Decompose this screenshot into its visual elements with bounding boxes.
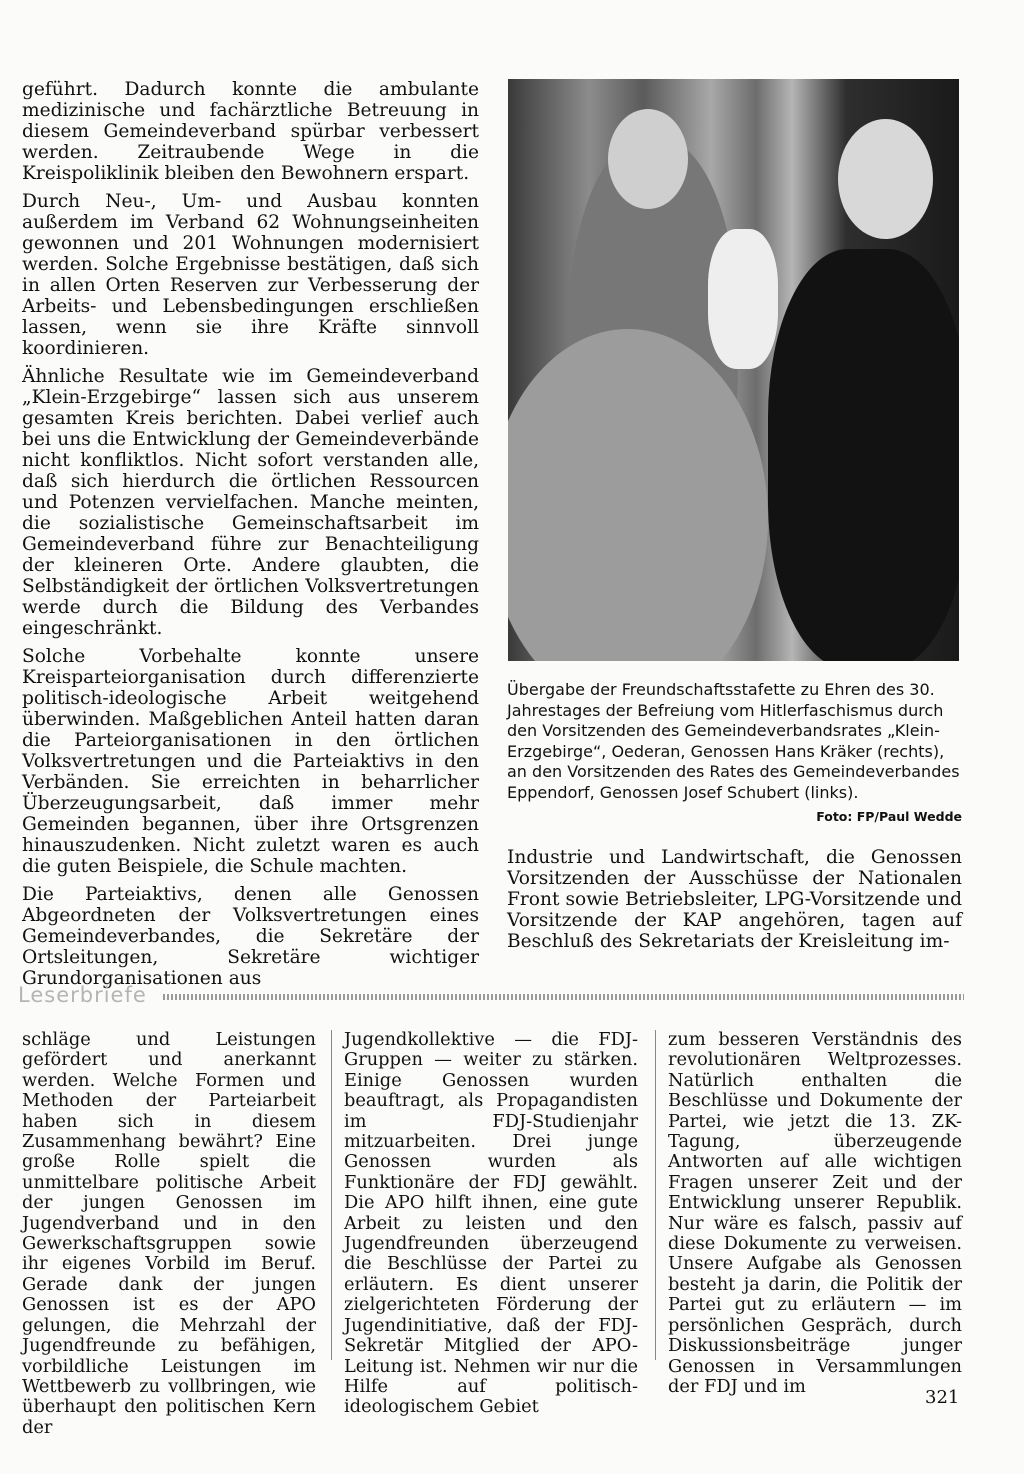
paragraph: Jugendkollektive — die FDJ-Gruppen — weiter zu stärken. Einige Genossen wurden beauftragt, als Propagandisten im FDJ-Studienjahr mitzuarbeiten. Drei junge Genossen wurden als Funktionäre der FDJ gewählt. Die APO hilft ihnen, eine gute Arbeit zu leisten und den Jugendfreunden überzeugend die Beschlüsse der Partei zu erläutern. Es dient unserer zielgerichteten Förderung der Jugendinitiative, daß der FDJ-Sekretär Mitglied der APO-Leitung ist. Nehmen wir nur die Hilfe auf politisch-ideologischem Gebiet [344,1029,638,1418]
photo-head-right [838,119,933,239]
photo-head-left [608,109,688,209]
paragraph: Die Parteiaktivs, denen alle Genossen Abgeordneten der Volksvertretungen eines Gemeindeverbandes, die Sekretäre der Ortsleitungen, Sekretäre wichtiger Grundorganisationen aus [22,884,479,989]
paragraph: Solche Vorbehalte konnte unsere Kreisparteiorganisation durch differenzierte politisch-ideologische Arbeit weitgehend überwinden. Maßgeblichen Anteil hatten daran die Parteiorganisationen in den örtlichen Volksvertretungen und die Parteiaktivs in den Verbänden. Sie erreichten in beharrlicher Überzeugungsarbeit, daß immer mehr Gemeinden begannen, über ihre Ortsgrenzen hinauszudenken. Nicht zuletzt waren es auch die guten Beispiele, die Schule machten. [22,646,479,877]
caption-text: Übergabe der Freundschaftsstafette zu Ehren des 30. Jahrestages der Befreiung vom Hitlerfaschismus durch den Vorsitzenden des Gemeindeverbandsrates „Klein-Erzgebirge“, Oederan, Genossen Hans Kräker (rechts), an den Vorsitzenden des Rates des Gemeindeverbandes Eppendorf, Genossen Josef Schubert (links). [507,680,960,802]
paragraph: Ähnliche Resultate wie im Gemeindeverband „Klein-Erzgebirge“ lassen sich aus unserem gesamten Kreis berichten. Dabei verlief auch bei uns die Entwicklung der Gemeindeverbände nicht konfliktlos. Nicht sofort verstanden alle, daß sich hierdurch die örtlichen Ressourcen und Potenzen vervielfachen. Manche meinten, die sozialistische Gemeinschaftsarbeit im Gemeindeverband führe zur Benachteiligung der kleineren Orte. Andere glaubten, die Selbständigkeit der örtlichen Volksvertretungen werde durch die Bildung des Verbandes eingeschränkt. [22,366,479,639]
paragraph: Industrie und Landwirtschaft, die Genossen Vorsitzenden der Ausschüsse der Nationalen Front sowie Betriebsleiter, LPG-Vorsitzende und Vorsitzende der KAP angehören, tagen auf Beschluß des Sekretariats der Kreisleitung im- [507,847,962,952]
letter-column-2 [344,1030,638,1418]
column-divider [331,1030,332,1360]
photo-credit: Foto: FP/Paul Wedde [816,808,962,824]
paragraph: Durch Neu-, Um- und Ausbau konnten außerdem im Verband 62 Wohnungseinheiten gewonnen und 201 Wohnungen modernisiert werden. Solche Ergebnisse bestätigen, daß sich in allen Orten Reserven zur Verbesserung der Arbeits- und Lebensbedingungen erschließen lassen, wenn sie ihre Kräfte sinnvoll koordinieren. [22,191,479,359]
page-number: 321 [925,1387,960,1408]
section-rule [163,994,964,1000]
photo-figure-right [768,249,959,661]
photo-caption [507,680,962,827]
section-header [18,980,964,1010]
paragraph: zum besseren Verständnis des revolutionären Weltprozesses. Natürlich enthalten die Beschlüsse und Dokumente der Partei, wie jetzt die 13. ZK-Tagung, überzeugende Antworten auf alle wichtigen Fragen unserer Zeit und der Entwicklung unserer Republik. Nur wäre es falsch, passiv auf diese Dokumente zu verweisen. Unsere Aufgabe als Genossen besteht ja darin, die Politik der Partei gut zu erläutern — im persönlichen Gespräch, durch Diskussionsbeiträge junger Genossen in Versammlungen der FDJ und im [668,1029,962,1397]
letter-column-3 [668,1030,962,1397]
paragraph: schläge und Leistungen gefördert und anerkannt werden. Welche Formen und Methoden der Parteiarbeit haben sich in diesem Zusammenhang bewährt? Eine große Rolle spielt die unmittelbare politische Arbeit der jungen Genossen im Jugendverband und in den Gewerkschaftsgruppen sowie ihr eigenes Vorbild im Beruf. Gerade dank der jungen Genossen ist es der APO gelungen, die Mehrzahl der Jugendfreunde zu befähigen, vorbildliche Leistungen im Wettbewerb zu vollbringen, wie überhaupt den politischen Kern der [22,1029,316,1438]
article-column-right [507,847,962,959]
photo-handover [508,79,959,661]
photo-baton [708,229,778,369]
column-divider [655,1030,656,1360]
paragraph: geführt. Dadurch konnte die ambulante medizinische und fachärztliche Betreuung in diesem Gemeindeverband spürbar verbessert werden. Zeitraubende Wege in die Kreispoliklinik bleiben den Bewohnern erspart. [22,79,479,184]
article-column-left [22,79,479,996]
letter-column-1 [22,1030,316,1438]
section-title: Leserbriefe [18,983,147,1007]
